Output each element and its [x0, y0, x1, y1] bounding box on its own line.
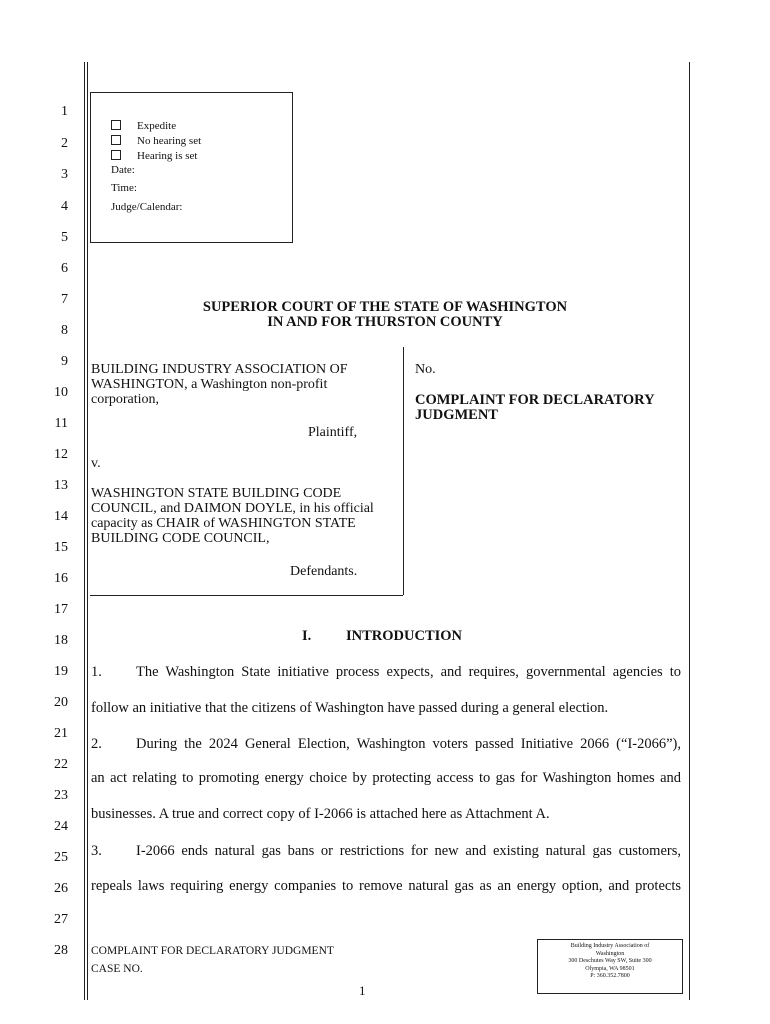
- line-number: 2: [61, 136, 68, 151]
- expedite-checkbox[interactable]: [111, 120, 121, 130]
- body-text: I-2066 ends natural gas bans or restrictions for new and existing natural gas customers,: [136, 843, 681, 859]
- date-label: Date:: [111, 164, 135, 176]
- line-number: 20: [54, 695, 68, 710]
- court-title-line: IN AND FOR THURSTON COUNTY: [267, 314, 503, 330]
- line-number: 18: [54, 633, 68, 648]
- court-title: [90, 300, 680, 330]
- line-number: 27: [54, 912, 68, 927]
- firm-line: Olympia, WA 98501: [585, 965, 635, 972]
- left-margin-rule: [84, 62, 85, 1000]
- footer-doc-title: COMPLAINT FOR DECLARATORY JUDGMENT: [91, 945, 334, 957]
- defendant-line: COUNCIL, and DAIMON DOYLE, in his official: [91, 501, 374, 516]
- line-number: 28: [54, 943, 68, 958]
- line-number: 26: [54, 881, 68, 896]
- left-margin-rule-inner: [87, 62, 88, 1000]
- defendant-role: Defendants.: [290, 564, 358, 579]
- line-number: 12: [54, 447, 68, 462]
- line-number: 16: [54, 571, 68, 586]
- body-text: an act relating to promoting energy choice by protecting access to gas for Washington homes and: [91, 770, 681, 786]
- line-number: 24: [54, 819, 68, 834]
- caption-bottom-rule: [90, 595, 403, 596]
- section-title: INTRODUCTION: [346, 628, 463, 644]
- line-number: 13: [54, 478, 68, 493]
- plaintiff-line: corporation,: [91, 392, 160, 407]
- judge-calendar-label: Judge/Calendar:: [111, 201, 183, 213]
- document-title-line: JUDGMENT: [415, 407, 498, 423]
- checkbox-label: No hearing set: [137, 135, 202, 147]
- firm-line: P: 360.352.7800: [590, 973, 630, 979]
- versus-label: v.: [91, 456, 101, 471]
- line-number: 8: [61, 323, 68, 338]
- firm-line: Building Industry Association of: [570, 943, 650, 949]
- body-text: follow an initiative that the citizens of Washington have passed during a general election.: [91, 700, 609, 716]
- defendant-line: BUILDING CODE COUNCIL,: [91, 531, 270, 546]
- checkbox-row-no-hearing[interactable]: [111, 135, 201, 147]
- line-number: 9: [61, 354, 68, 369]
- page-number: 1: [359, 983, 366, 998]
- line-number: 11: [54, 416, 68, 431]
- document-title-line: COMPLAINT FOR DECLARATORY: [415, 392, 655, 408]
- checkbox-row-hearing-set[interactable]: [111, 150, 197, 162]
- line-number: 4: [61, 199, 68, 214]
- body-text: During the 2024 General Election, Washington voters passed Initiative 2066 (“I-2066”),: [136, 736, 681, 752]
- line-number: 14: [54, 509, 68, 524]
- court-title-line: SUPERIOR COURT OF THE STATE OF WASHINGTON: [202, 299, 568, 315]
- line-number: 10: [54, 385, 68, 400]
- defendant-line: WASHINGTON STATE BUILDING CODE: [91, 486, 342, 501]
- line-number: 1: [61, 104, 68, 119]
- plaintiff-block: [91, 362, 391, 407]
- right-margin-rule: [689, 62, 690, 1000]
- plaintiff-line: BUILDING INDUSTRY ASSOCIATION OF: [91, 362, 348, 377]
- paragraph-number: 3.: [91, 843, 102, 859]
- firm-address-box: [537, 939, 683, 994]
- line-number: 5: [61, 230, 68, 245]
- body-text: repeals laws requiring energy companies to remove natural gas as an energy option, and protects: [91, 878, 681, 894]
- plaintiff-line: WASHINGTON, a Washington non-profit: [91, 377, 328, 392]
- hearing-set-checkbox[interactable]: [111, 150, 121, 160]
- firm-line: Washington: [595, 950, 625, 957]
- case-number-label: No.: [415, 362, 436, 377]
- line-number: 23: [54, 788, 68, 803]
- body-text: The Washington State initiative process expects, and requires, governmental agencies to: [136, 664, 681, 680]
- footer-case-number: CASE NO.: [91, 963, 143, 975]
- line-number: 7: [61, 292, 68, 307]
- defendant-line: capacity as CHAIR of WASHINGTON STATE: [91, 516, 356, 531]
- line-number: 15: [54, 540, 68, 555]
- line-number: 3: [61, 167, 68, 182]
- line-number: 19: [54, 664, 68, 679]
- checkbox-label: Expedite: [137, 120, 177, 132]
- body-text: businesses. A true and correct copy of I-2066 is attached here as Attachment A.: [91, 806, 550, 822]
- plaintiff-role: Plaintiff,: [308, 425, 358, 440]
- line-number: 25: [54, 850, 68, 865]
- checkbox-row-expedite[interactable]: [111, 120, 176, 132]
- defendant-block: [91, 486, 401, 546]
- section-number: I.: [302, 628, 312, 644]
- firm-line: 300 Deschutes Way SW, Suite 300: [568, 958, 652, 964]
- time-label: Time:: [111, 182, 137, 194]
- checkbox-label: Hearing is set: [137, 150, 198, 162]
- filing-info-box: [90, 92, 293, 243]
- paragraph-number: 1.: [91, 664, 102, 680]
- document-title: [415, 393, 655, 423]
- paragraph-number: 2.: [91, 736, 102, 752]
- line-number: 21: [54, 726, 68, 741]
- caption-divider-rule: [403, 347, 404, 595]
- line-number: 6: [61, 261, 68, 276]
- no-hearing-checkbox[interactable]: [111, 135, 121, 145]
- line-number: 22: [54, 757, 68, 772]
- line-number: 17: [54, 602, 68, 617]
